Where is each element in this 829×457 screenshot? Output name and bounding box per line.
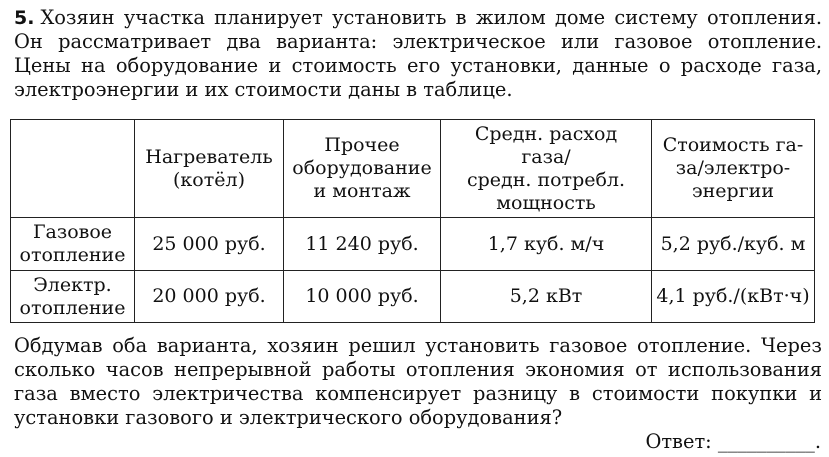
problem-intro — [14, 6, 822, 102]
table-cell: 11 240 руб. — [284, 218, 441, 271]
problem-question — [14, 334, 822, 430]
header-line: газа/ — [521, 145, 571, 168]
answer-field[interactable]: Ответ: __________. — [645, 430, 821, 453]
problem-number: 5. — [14, 7, 35, 29]
table-corner-cell — [11, 120, 135, 218]
table-header-cell — [135, 120, 284, 218]
table-header-cell — [441, 120, 652, 218]
header-line: Прочее — [324, 134, 400, 156]
table-cell: 5,2 кВт — [441, 271, 652, 323]
header-line: и монтаж — [313, 180, 411, 202]
table-cell: 25 000 руб. — [135, 218, 284, 271]
question-line: установки газового и электрического оборудования? — [14, 406, 563, 429]
table-cell: 5,2 руб./куб. м — [652, 218, 815, 271]
header-line: мощность — [496, 191, 596, 214]
row-label-line: отопление — [19, 296, 126, 319]
row-label-cell — [11, 271, 135, 323]
table-row-electric — [11, 271, 815, 323]
intro-line: Цены на оборудование и стоимость его установки, данные о расходе газа, — [14, 54, 822, 77]
row-label-line: Электр. — [33, 273, 112, 296]
row-label-cell — [11, 218, 135, 271]
intro-line — [14, 6, 822, 30]
header-line: (котёл) — [173, 168, 245, 191]
table-header-cell — [652, 120, 815, 218]
header-line: энергии — [692, 180, 774, 202]
header-line: за/электро- — [675, 157, 791, 179]
table-cell: 4,1 руб./(кВт·ч) — [652, 271, 815, 323]
table-header-row — [11, 120, 815, 218]
question-line: газа вместо электричества компенсирует разницу в стоимости покупки и — [14, 382, 822, 405]
row-label-line: Газовое — [32, 221, 113, 243]
header-line: средн. потребл. — [466, 168, 626, 191]
table-row-gas — [11, 218, 815, 271]
intro-line: Он рассматривает два варианта: электрическое или газовое отопление. — [14, 30, 822, 53]
intro-line-text: Хозяин участка планирует установить в жилом доме систему отопления. — [40, 6, 822, 29]
question-paragraph — [14, 334, 822, 430]
question-line: Обдумав оба варианта, хозяин решил установить газовое отопление. Через — [14, 334, 822, 357]
header-line: оборудование — [292, 157, 432, 179]
question-line: сколько часов непрерывной работы отопления экономия от использования — [14, 358, 822, 381]
header-line: Средн. расход — [474, 122, 618, 145]
table-header-cell — [284, 120, 441, 218]
heating-comparison-table — [10, 119, 815, 323]
table-cell: 10 000 руб. — [284, 271, 441, 323]
table-cell: 20 000 руб. — [135, 271, 284, 323]
row-label-line: отопление — [19, 244, 126, 266]
intro-paragraph — [14, 6, 822, 102]
header-line: Стоимость га- — [662, 134, 804, 156]
intro-line: электроэнергии и их стоимости даны в таблице. — [14, 78, 513, 101]
table-cell: 1,7 куб. м/ч — [441, 218, 652, 271]
header-line: Нагреватель — [145, 145, 273, 168]
